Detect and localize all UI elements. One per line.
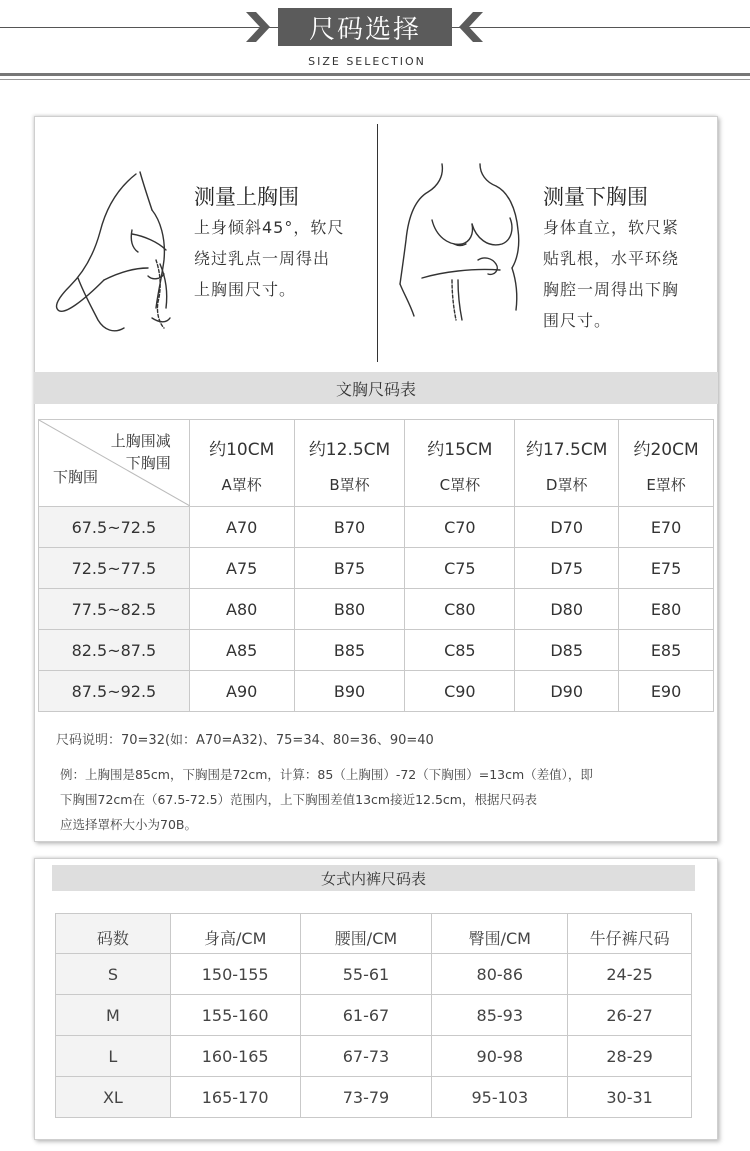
table-row [56, 995, 692, 1036]
size-cell: E85 [619, 630, 714, 671]
column-header: 臀围/CM [432, 914, 568, 954]
table-cell: 67-73 [300, 1036, 432, 1077]
size-cell: E90 [619, 671, 714, 712]
size-cell: A75 [189, 548, 294, 589]
corner-label-top: 上胸围减 [110, 432, 171, 450]
size-cell: C80 [405, 589, 515, 630]
size-cell: E70 [619, 507, 714, 548]
table-cell: 150-155 [170, 954, 300, 995]
size-cell: B70 [294, 507, 405, 548]
header-rule-bottom [0, 73, 750, 76]
example-note [60, 762, 700, 837]
corner-label-bottom: 下胸围 [53, 468, 99, 486]
section-title: 尺码选择 [278, 8, 452, 46]
size-cell: C85 [405, 630, 515, 671]
under-bust-title: 测量下胸围 [543, 185, 648, 209]
table-cell: 28-29 [568, 1036, 692, 1077]
size-cell: D75 [515, 548, 619, 589]
table-cell: 55-61 [300, 954, 432, 995]
cup-name: C罩杯 [439, 476, 481, 494]
column-header: 腰围/CM [300, 914, 432, 954]
upper-bust-figure-icon [48, 168, 178, 336]
table-cell: 30-31 [568, 1077, 692, 1118]
table-row [39, 671, 714, 712]
underbust-range: 72.5~77.5 [39, 548, 190, 589]
under-bust-line: 贴乳根，水平环绕 [543, 249, 680, 268]
upper-bust-line: 上身倾斜45°，软尺 [194, 218, 345, 237]
cup-diff: 约15CM [427, 440, 493, 460]
cup-column-header [189, 420, 294, 507]
size-cell: A85 [189, 630, 294, 671]
table-cell: 155-160 [170, 995, 300, 1036]
pants-size-table [55, 913, 692, 1118]
cup-name: D罩杯 [545, 476, 588, 494]
upper-bust-line: 上胸围尺寸。 [194, 280, 297, 299]
table-cell: 73-79 [300, 1077, 432, 1118]
table-corner-cell [39, 420, 190, 507]
underbust-range: 87.5~92.5 [39, 671, 190, 712]
cup-name: B罩杯 [329, 476, 370, 494]
example-line: 例：上胸围是85cm，下胸围是72cm，计算：85（上胸围）-72（下胸围）=13cm（差值），即 [60, 767, 593, 782]
column-header: 码数 [56, 914, 171, 954]
size-cell: E80 [619, 589, 714, 630]
size-cell: E75 [619, 548, 714, 589]
table-cell: 95-103 [432, 1077, 568, 1118]
underbust-range: 77.5~82.5 [39, 589, 190, 630]
size-cell: D80 [515, 589, 619, 630]
cup-column-header [619, 420, 714, 507]
table-cell: 165-170 [170, 1077, 300, 1118]
under-bust-line: 围尺寸。 [543, 311, 612, 330]
size-cell: D85 [515, 630, 619, 671]
size-cell: D90 [515, 671, 619, 712]
cup-diff: 约12.5CM [308, 440, 391, 460]
size-cell: A90 [189, 671, 294, 712]
right-arrow-icon [459, 12, 483, 42]
cup-diff: 约10CM [209, 440, 275, 460]
corner-label-top2: 下胸围 [125, 454, 171, 472]
table-row [56, 954, 692, 995]
size-cell: B75 [294, 548, 405, 589]
table-cell: 160-165 [170, 1036, 300, 1077]
size-cell: D70 [515, 507, 619, 548]
table-cell: 24-25 [568, 954, 692, 995]
size-cell: B90 [294, 671, 405, 712]
size-cell: B80 [294, 589, 405, 630]
cup-name: E罩杯 [646, 476, 686, 494]
size-cell: C70 [405, 507, 515, 548]
table-row [39, 589, 714, 630]
cup-column-header [294, 420, 405, 507]
size-cell: C90 [405, 671, 515, 712]
size-cell: B85 [294, 630, 405, 671]
column-header: 牛仔裤尺码 [568, 914, 692, 954]
bra-table-title: 文胸尺码表 [34, 372, 718, 404]
table-row [39, 630, 714, 671]
cup-diff: 约20CM [633, 440, 699, 460]
under-bust-line: 身体直立，软尺紧 [543, 218, 680, 237]
table-cell: 61-67 [300, 995, 432, 1036]
header-rule-bottom-thin [0, 79, 750, 80]
table-row [56, 1077, 692, 1118]
upper-bust-instructions [194, 212, 344, 305]
cup-column-header [515, 420, 619, 507]
table-header-row [56, 914, 692, 954]
size-code: L [56, 1036, 171, 1077]
size-note: 尺码说明：70=32(如：A70=A32)、75=34、80=36、90=40 [56, 733, 434, 748]
underbust-range: 67.5~72.5 [39, 507, 190, 548]
column-header: 身高/CM [170, 914, 300, 954]
size-cell: A80 [189, 589, 294, 630]
example-line: 下胸围72cm在（67.5-72.5）范围内，上下胸围差值13cm接近12.5cm，根据尺码表 [60, 792, 537, 807]
under-bust-line: 胸腔一周得出下胸 [543, 280, 680, 299]
cup-column-header [405, 420, 515, 507]
table-cell: 26-27 [568, 995, 692, 1036]
bra-size-table [38, 419, 714, 712]
left-arrow-icon [246, 12, 270, 42]
table-row [39, 507, 714, 548]
cup-name: A罩杯 [221, 476, 262, 494]
table-cell: 80-86 [432, 954, 568, 995]
measure-divider [377, 124, 378, 362]
table-row [56, 1036, 692, 1077]
size-cell: C75 [405, 548, 515, 589]
under-bust-figure-icon [392, 160, 532, 324]
table-row [39, 548, 714, 589]
under-bust-instructions [543, 212, 679, 336]
size-code: M [56, 995, 171, 1036]
table-cell: 85-93 [432, 995, 568, 1036]
cup-diff: 约17.5CM [525, 440, 608, 460]
section-subtitle: SIZE SELECTION [308, 55, 426, 68]
size-cell: A70 [189, 507, 294, 548]
upper-bust-line: 绕过乳点一周得出 [194, 249, 331, 268]
example-line: 应选择罩杯大小为70B。 [60, 817, 197, 832]
pants-table-title: 女式内裤尺码表 [52, 865, 695, 891]
size-code: XL [56, 1077, 171, 1118]
upper-bust-title: 测量上胸围 [194, 185, 299, 209]
size-code: S [56, 954, 171, 995]
table-cell: 90-98 [432, 1036, 568, 1077]
underbust-range: 82.5~87.5 [39, 630, 190, 671]
